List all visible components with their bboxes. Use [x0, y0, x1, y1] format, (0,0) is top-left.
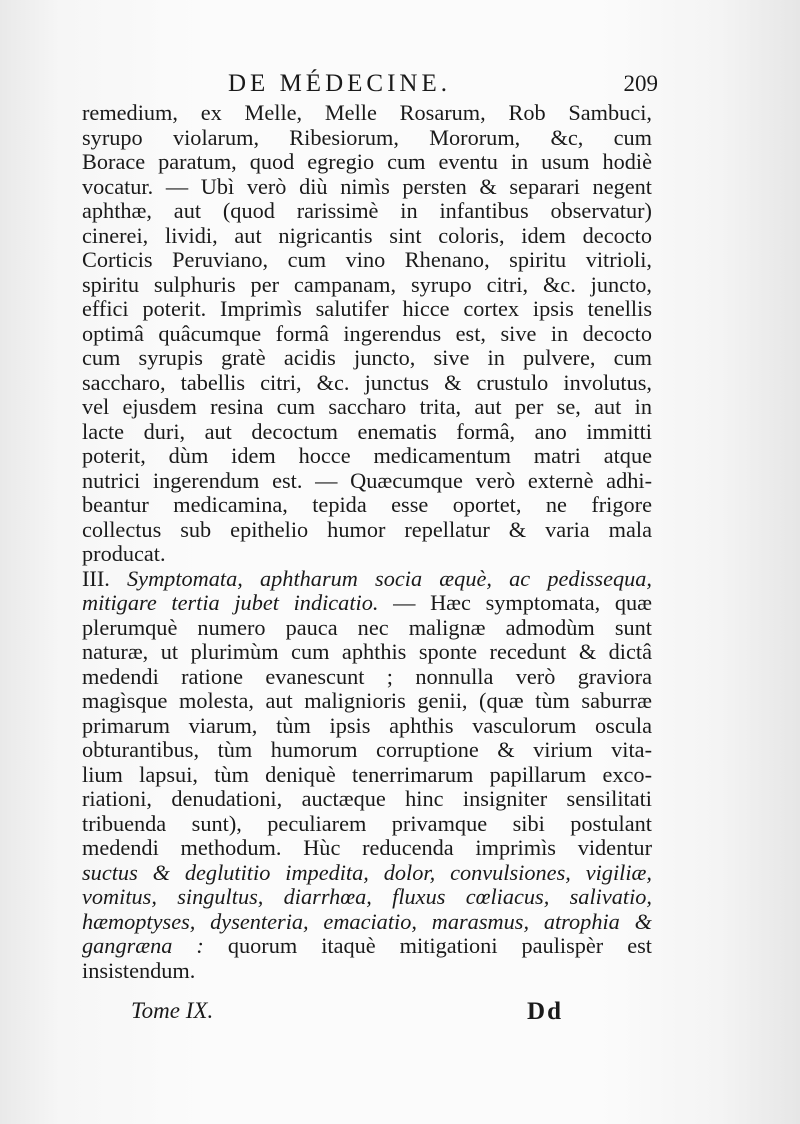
text-line: producat.: [82, 541, 166, 566]
text-line: medendi methodum. Hùc reducenda imprimìs videntur: [82, 835, 652, 860]
text-line: insistendum.: [82, 957, 196, 983]
signature-mark: Dd: [527, 998, 563, 1025]
text-line: aphthæ, aut (quod rarissimè in infantibus observatur): [82, 198, 652, 223]
text-line: vocatur. — Ubì verò diù nimìs persten & separari negent: [82, 173, 652, 199]
text-segment: mitigare tertia jubet indicatio.: [82, 590, 379, 615]
text-line: cinerei, lividi, aut nigricantis sint coloris, idem decocto: [82, 222, 652, 248]
text-segment: quorum itaquè mitigationi paulispèr est: [203, 933, 652, 958]
text-segment: gangræna :: [82, 933, 204, 958]
text-line: [82, 861, 652, 886]
text-segment: III.: [82, 565, 128, 591]
text-segment: hæmoptyses, dysenteria, emaciatio, marasmus, atrophia &: [82, 908, 652, 934]
text-segment: Symptomata, aphtharum socia æquè, ac pedissequa,: [127, 565, 652, 591]
text-line: optimâ quâcumque formâ ingerendus est, sive in decocto: [82, 320, 652, 346]
text-line: nutrici ingerendum est. — Quæcumque verò externè adhi-: [82, 467, 652, 493]
text-line: naturæ, ut plurimùm cum aphthis sponte recedunt & dictâ: [82, 639, 652, 664]
text-line: remedium, ex Melle, Melle Rosarum, Rob Sambuci,: [82, 100, 652, 125]
text-line: cum syrupis gratè acidis juncto, sive in pulvere, cum: [82, 345, 652, 370]
text-segment: vomitus, singultus, diarrhœa, fluxus cœliacus, salivatio,: [82, 884, 652, 909]
text-line: spiritu sulphuris per campanam, syrupo citri, &c. juncto,: [82, 271, 652, 297]
running-head: DE MÉDECINE.: [228, 70, 451, 97]
text-line: Borace paratum, quod egregio cum eventu in usum hodiè: [82, 149, 652, 174]
body-text: [82, 101, 652, 983]
text-line: [82, 885, 652, 910]
text-line: [82, 910, 652, 935]
text-line: riationi, denudationi, auctæque hinc insigniter sensilitati: [82, 786, 652, 811]
text-line: lacte duri, aut decoctum enematis formâ, ano immitti: [82, 418, 652, 444]
page-header: [228, 70, 658, 98]
text-line: beantur medicamina, tepida esse oportet, ne frigore: [82, 492, 652, 517]
text-line: poterit, dùm idem hocce medicamentum matri atque: [82, 443, 652, 468]
text-line: [82, 567, 652, 592]
page-number: 209: [623, 71, 658, 96]
text-line: [82, 934, 652, 959]
text-line: plerumquè numero pauca nec malignæ admodùm sunt: [82, 614, 652, 640]
text-line: saccharo, tabellis citri, &c. junctus & crustulo involutus,: [82, 369, 652, 395]
text-line: [82, 591, 652, 616]
text-line: effici poterit. Imprimìs salutifer hicce cortex ipsis tenellis: [82, 296, 652, 321]
text-line: Corticis Peruviano, cum vino Rhenano, spiritu vitrioli,: [82, 247, 652, 272]
text-line: magìsque molesta, aut malignioris genii, (quæ tùm saburræ: [82, 688, 652, 713]
text-line: lium lapsui, tùm deniquè tenerrimarum papillarum exco-: [82, 761, 652, 787]
text-line: collectus sub epithelio humor repellatur & varia mala: [82, 516, 652, 542]
text-line: tribuenda sunt), peculiarem privamque sibi postulant: [82, 810, 652, 836]
text-segment: suctus & deglutitio impedita, dolor, convulsiones, vigiliæ,: [82, 859, 652, 885]
text-line: obturantibus, tùm humorum corruptione & virium vita-: [82, 737, 652, 762]
text-line: primarum viarum, tùm ipsis aphthis vasculorum oscula: [82, 712, 652, 738]
text-line: medendi ratione evanescunt ; nonnulla verò graviora: [82, 663, 652, 689]
text-segment: — Hæc symptomata, quæ: [378, 590, 652, 615]
text-line: vel ejusdem resina cum saccharo trita, aut per se, aut in: [82, 394, 652, 419]
page-footer: [131, 998, 563, 1026]
volume-label: Tome IX.: [131, 998, 214, 1023]
text-line: syrupo violarum, Ribesiorum, Mororum, &c, cum: [82, 124, 652, 150]
